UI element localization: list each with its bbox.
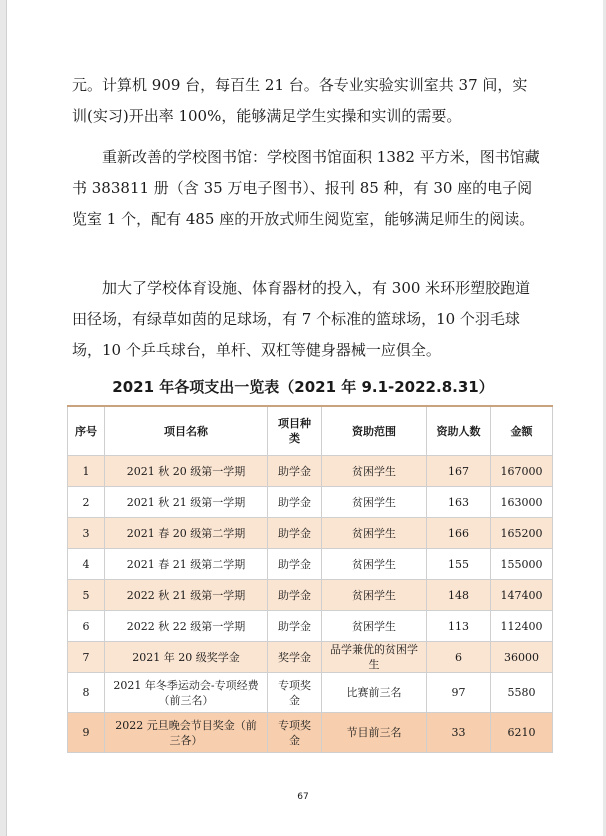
table-cell: 167 — [427, 456, 491, 487]
table-cell: 贫困学生 — [322, 611, 427, 642]
table-cell: 贫困学生 — [322, 518, 427, 549]
table-cell: 167000 — [491, 456, 553, 487]
table-cell: 6 — [427, 642, 491, 673]
header-cell: 项目种类 — [268, 406, 322, 456]
expenditure-table — [67, 405, 553, 753]
table-cell: 贫困学生 — [322, 456, 427, 487]
table-cell: 专项奖金 — [268, 713, 322, 753]
table-cell: 5580 — [491, 673, 553, 713]
table-header — [68, 406, 553, 456]
table-row — [68, 580, 553, 611]
table-cell: 36000 — [491, 642, 553, 673]
table-cell: 1 — [68, 456, 105, 487]
table-row — [68, 487, 553, 518]
table-cell: 2021 秋 21 级第一学期 — [105, 487, 268, 518]
table-cell: 4 — [68, 549, 105, 580]
table-cell: 助学金 — [268, 456, 322, 487]
table-cell: 2022 秋 21 级第一学期 — [105, 580, 268, 611]
table-row — [68, 713, 553, 753]
table-cell: 专项奖金 — [268, 673, 322, 713]
table-row — [68, 518, 553, 549]
table-cell: 7 — [68, 642, 105, 673]
table-cell: 2 — [68, 487, 105, 518]
header-cell: 序号 — [68, 406, 105, 456]
table-title: 2021 年各项支出一览表（2021 年 9.1-2022.8.31） — [112, 378, 494, 396]
table-row — [68, 549, 553, 580]
table-cell: 163 — [427, 487, 491, 518]
table-cell: 贫困学生 — [322, 487, 427, 518]
table-cell: 97 — [427, 673, 491, 713]
table-cell: 助学金 — [268, 549, 322, 580]
header-cell: 项目名称 — [105, 406, 268, 456]
table-cell: 155000 — [491, 549, 553, 580]
table-cell: 165200 — [491, 518, 553, 549]
table-row — [68, 611, 553, 642]
paragraph-sports: 加大了学校体育设施、体育器材的投入，有 300 米环形塑胶跑道田径场，有绿草如茵的足球场，有 7 个标准的篮球场，10 个羽毛球场，10 个乒乓球台，单杆、双杠等健身器械一应俱全。 — [72, 279, 531, 359]
table-cell: 2021 春 21 级第二学期 — [105, 549, 268, 580]
table-cell: 8 — [68, 673, 105, 713]
table-cell: 9 — [68, 713, 105, 753]
table-cell: 助学金 — [268, 518, 322, 549]
table-cell: 6 — [68, 611, 105, 642]
table-cell: 5 — [68, 580, 105, 611]
table-cell: 2021 年冬季运动会-专项经费（前三名） — [105, 673, 268, 713]
table-cell: 163000 — [491, 487, 553, 518]
table-cell: 2021 春 20 级第二学期 — [105, 518, 268, 549]
table-cell: 贫困学生 — [322, 580, 427, 611]
table-cell: 节目前三名 — [322, 713, 427, 753]
header-cell: 资助人数 — [427, 406, 491, 456]
table-cell: 比赛前三名 — [322, 673, 427, 713]
table-cell: 助学金 — [268, 580, 322, 611]
table-cell: 112400 — [491, 611, 553, 642]
table-cell: 助学金 — [268, 487, 322, 518]
table-cell: 2022 元旦晚会节目奖金（前三各） — [105, 713, 268, 753]
table-cell: 贫困学生 — [322, 549, 427, 580]
table-cell: 助学金 — [268, 611, 322, 642]
table-row — [68, 673, 553, 713]
table-body — [68, 456, 553, 753]
table-cell: 155 — [427, 549, 491, 580]
table-cell: 148 — [427, 580, 491, 611]
table-cell: 奖学金 — [268, 642, 322, 673]
page-edge-left — [0, 0, 7, 836]
table-cell: 品学兼优的贫困学生 — [322, 642, 427, 673]
table-cell: 147400 — [491, 580, 553, 611]
paragraph-equipment: 元。计算机 909 台，每百生 21 台。各专业实验实训室共 37 间，实训(实习)开出率 100%，能够满足学生实操和实训的需要。 — [72, 76, 528, 125]
table-cell: 2022 秋 22 级第一学期 — [105, 611, 268, 642]
table-cell: 166 — [427, 518, 491, 549]
paragraph-library: 重新改善的学校图书馆：学校图书馆面积 1382 平方米，图书馆藏书 383811 册（含 35 万电子图书）、报刊 85 种，有 30 座的电子阅览室 1 个，配有 485 座的开放式师生阅览室，能够满足师生的阅读。 — [72, 148, 540, 228]
table-cell: 2021 年 20 级奖学金 — [105, 642, 268, 673]
table-row — [68, 642, 553, 673]
table-cell: 33 — [427, 713, 491, 753]
table-row — [68, 456, 553, 487]
table-cell: 113 — [427, 611, 491, 642]
table-cell: 2021 秋 20 级第一学期 — [105, 456, 268, 487]
header-cell: 资助范围 — [322, 406, 427, 456]
header-cell: 金额 — [491, 406, 553, 456]
page-number: 67 — [297, 792, 309, 802]
table-cell: 6210 — [491, 713, 553, 753]
table-cell: 3 — [68, 518, 105, 549]
